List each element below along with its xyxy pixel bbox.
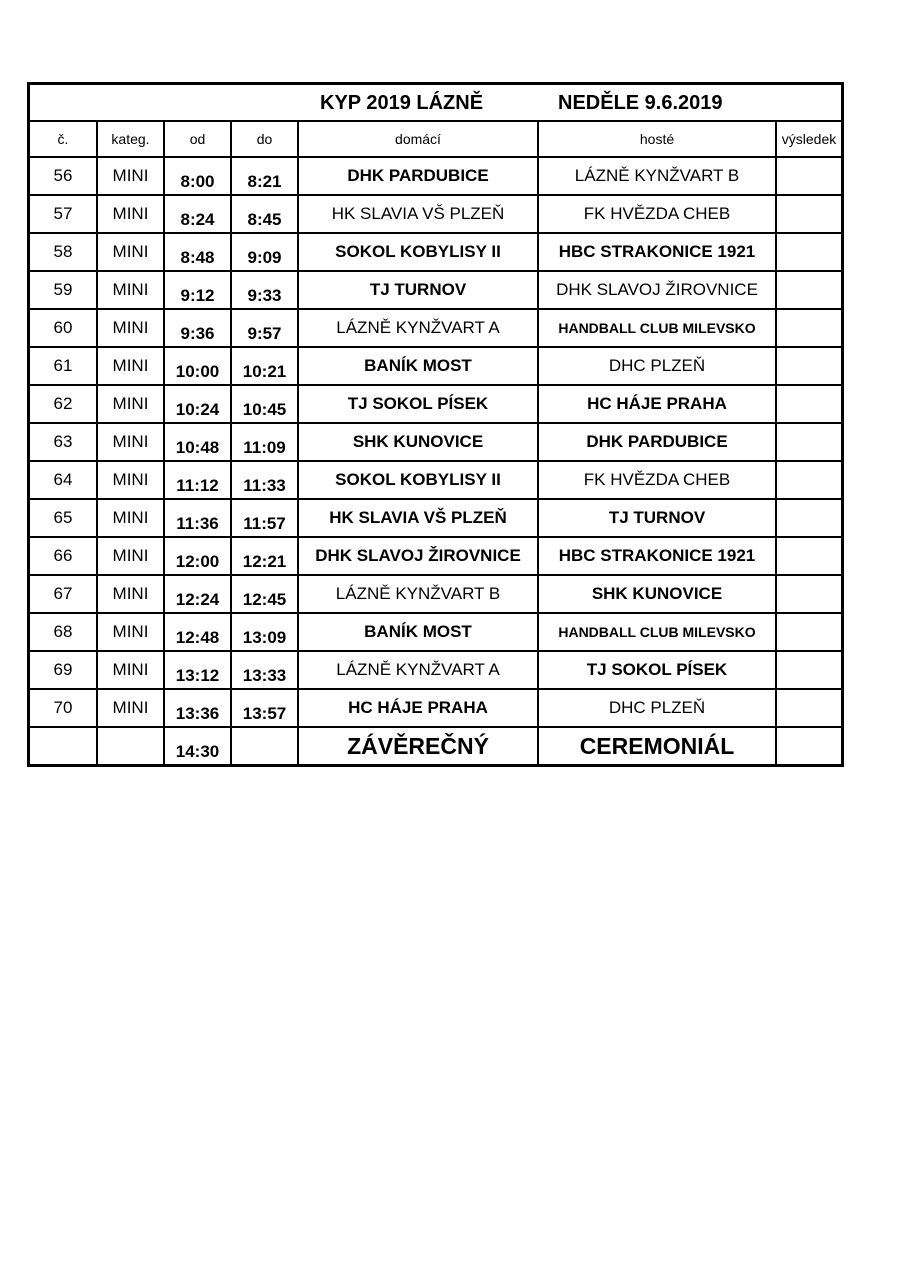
match-category: MINI — [97, 537, 164, 575]
away-team: DHC PLZEŇ — [538, 347, 776, 385]
match-number: 62 — [30, 385, 97, 423]
home-team: HK SLAVIA VŠ PLZEŇ — [298, 195, 538, 233]
end-time: 8:21 — [231, 157, 298, 195]
result-cell — [776, 157, 841, 195]
match-category: MINI — [97, 575, 164, 613]
home-team: BANÍK MOST — [298, 347, 538, 385]
table-row — [30, 651, 841, 689]
start-time: 10:00 — [164, 347, 231, 385]
ceremony-time: 14:30 — [164, 727, 231, 764]
start-time: 10:24 — [164, 385, 231, 423]
result-cell — [776, 537, 841, 575]
match-category: MINI — [97, 651, 164, 689]
end-time: 10:21 — [231, 347, 298, 385]
match-category: MINI — [97, 195, 164, 233]
start-time: 12:00 — [164, 537, 231, 575]
table-row — [30, 689, 841, 727]
away-team: DHK SLAVOJ ŽIROVNICE — [538, 271, 776, 309]
match-category: MINI — [97, 271, 164, 309]
home-team: BANÍK MOST — [298, 613, 538, 651]
away-team: DHC PLZEŇ — [538, 689, 776, 727]
end-time: 13:33 — [231, 651, 298, 689]
home-team: HK SLAVIA VŠ PLZEŇ — [298, 499, 538, 537]
match-number: 56 — [30, 157, 97, 195]
away-team: HBC STRAKONICE 1921 — [538, 233, 776, 271]
result-cell — [776, 613, 841, 651]
title-row — [30, 85, 841, 122]
match-number: 61 — [30, 347, 97, 385]
match-category: MINI — [97, 613, 164, 651]
page-title: KYP 2019 LÁZNĚ — [320, 92, 484, 114]
start-time: 11:12 — [164, 461, 231, 499]
table-row — [30, 271, 841, 309]
header-category: kateg. — [97, 122, 164, 157]
home-team: SOKOL KOBYLISY II — [298, 461, 538, 499]
start-time: 8:00 — [164, 157, 231, 195]
end-time: 9:09 — [231, 233, 298, 271]
result-cell — [776, 651, 841, 689]
start-time: 12:24 — [164, 575, 231, 613]
match-number: 67 — [30, 575, 97, 613]
table-row — [30, 423, 841, 461]
empty-cell — [30, 727, 97, 764]
end-time: 11:33 — [231, 461, 298, 499]
start-time: 12:48 — [164, 613, 231, 651]
header-to: do — [231, 122, 298, 157]
away-team: HC HÁJE PRAHA — [538, 385, 776, 423]
match-number: 68 — [30, 613, 97, 651]
match-category: MINI — [97, 157, 164, 195]
home-team: DHK SLAVOJ ŽIROVNICE — [298, 537, 538, 575]
away-team: HANDBALL CLUB MILEVSKO — [538, 613, 776, 651]
result-cell — [776, 309, 841, 347]
home-team: SHK KUNOVICE — [298, 423, 538, 461]
result-cell — [776, 233, 841, 271]
match-number: 60 — [30, 309, 97, 347]
away-team: LÁZNĚ KYNŽVART B — [538, 157, 776, 195]
match-category: MINI — [97, 423, 164, 461]
result-cell — [776, 423, 841, 461]
empty-cell — [231, 727, 298, 764]
header-from: od — [164, 122, 231, 157]
start-time: 9:12 — [164, 271, 231, 309]
end-time: 12:21 — [231, 537, 298, 575]
match-category: MINI — [97, 385, 164, 423]
away-team: SHK KUNOVICE — [538, 575, 776, 613]
home-team: TJ TURNOV — [298, 271, 538, 309]
header-away: hosté — [538, 122, 776, 157]
schedule-table — [30, 122, 841, 764]
result-cell — [776, 195, 841, 233]
match-number: 70 — [30, 689, 97, 727]
table-row — [30, 157, 841, 195]
ceremony-label-left: ZÁVĚREČNÝ — [298, 727, 538, 764]
home-team: LÁZNĚ KYNŽVART A — [298, 651, 538, 689]
result-cell — [776, 461, 841, 499]
match-number: 58 — [30, 233, 97, 271]
end-time: 11:57 — [231, 499, 298, 537]
away-team: HBC STRAKONICE 1921 — [538, 537, 776, 575]
end-time: 11:09 — [231, 423, 298, 461]
home-team: SOKOL KOBYLISY II — [298, 233, 538, 271]
table-row — [30, 195, 841, 233]
away-team: TJ SOKOL PÍSEK — [538, 651, 776, 689]
end-time: 13:57 — [231, 689, 298, 727]
start-time: 10:48 — [164, 423, 231, 461]
match-number: 57 — [30, 195, 97, 233]
end-time: 10:45 — [231, 385, 298, 423]
home-team: HC HÁJE PRAHA — [298, 689, 538, 727]
start-time: 13:36 — [164, 689, 231, 727]
end-time: 13:09 — [231, 613, 298, 651]
match-number: 64 — [30, 461, 97, 499]
match-category: MINI — [97, 461, 164, 499]
away-team: TJ TURNOV — [538, 499, 776, 537]
away-team: FK HVĚZDA CHEB — [538, 195, 776, 233]
home-team: DHK PARDUBICE — [298, 157, 538, 195]
match-category: MINI — [97, 347, 164, 385]
result-cell — [776, 689, 841, 727]
match-number: 59 — [30, 271, 97, 309]
table-row — [30, 613, 841, 651]
result-cell — [776, 575, 841, 613]
away-team: DHK PARDUBICE — [538, 423, 776, 461]
result-cell — [776, 347, 841, 385]
home-team: TJ SOKOL PÍSEK — [298, 385, 538, 423]
schedule-sheet — [27, 82, 844, 767]
table-row — [30, 233, 841, 271]
table-row — [30, 575, 841, 613]
match-category: MINI — [97, 233, 164, 271]
start-time: 9:36 — [164, 309, 231, 347]
match-number: 65 — [30, 499, 97, 537]
end-time: 12:45 — [231, 575, 298, 613]
table-row — [30, 347, 841, 385]
home-team: LÁZNĚ KYNŽVART A — [298, 309, 538, 347]
result-cell — [776, 499, 841, 537]
start-time: 13:12 — [164, 651, 231, 689]
end-time: 9:57 — [231, 309, 298, 347]
match-category: MINI — [97, 309, 164, 347]
header-home: domácí — [298, 122, 538, 157]
table-row — [30, 537, 841, 575]
table-row — [30, 309, 841, 347]
table-row — [30, 461, 841, 499]
end-time: 9:33 — [231, 271, 298, 309]
home-team: LÁZNĚ KYNŽVART B — [298, 575, 538, 613]
result-cell — [776, 385, 841, 423]
ceremony-label-right: CEREMONIÁL — [538, 727, 776, 764]
start-time: 11:36 — [164, 499, 231, 537]
match-number: 63 — [30, 423, 97, 461]
match-number: 66 — [30, 537, 97, 575]
header-result: výsledek — [776, 122, 841, 157]
start-time: 8:48 — [164, 233, 231, 271]
result-cell — [776, 271, 841, 309]
match-category: MINI — [97, 689, 164, 727]
table-row — [30, 385, 841, 423]
empty-cell — [97, 727, 164, 764]
header-number: č. — [30, 122, 97, 157]
away-team: FK HVĚZDA CHEB — [538, 461, 776, 499]
empty-cell — [776, 727, 841, 764]
start-time: 8:24 — [164, 195, 231, 233]
match-category: MINI — [97, 499, 164, 537]
match-number: 69 — [30, 651, 97, 689]
end-time: 8:45 — [231, 195, 298, 233]
closing-ceremony-row — [30, 727, 841, 764]
event-date: NEDĚLE 9.6.2019 — [558, 92, 723, 114]
header-row — [30, 122, 841, 157]
table-row — [30, 499, 841, 537]
away-team: HANDBALL CLUB MILEVSKO — [538, 309, 776, 347]
